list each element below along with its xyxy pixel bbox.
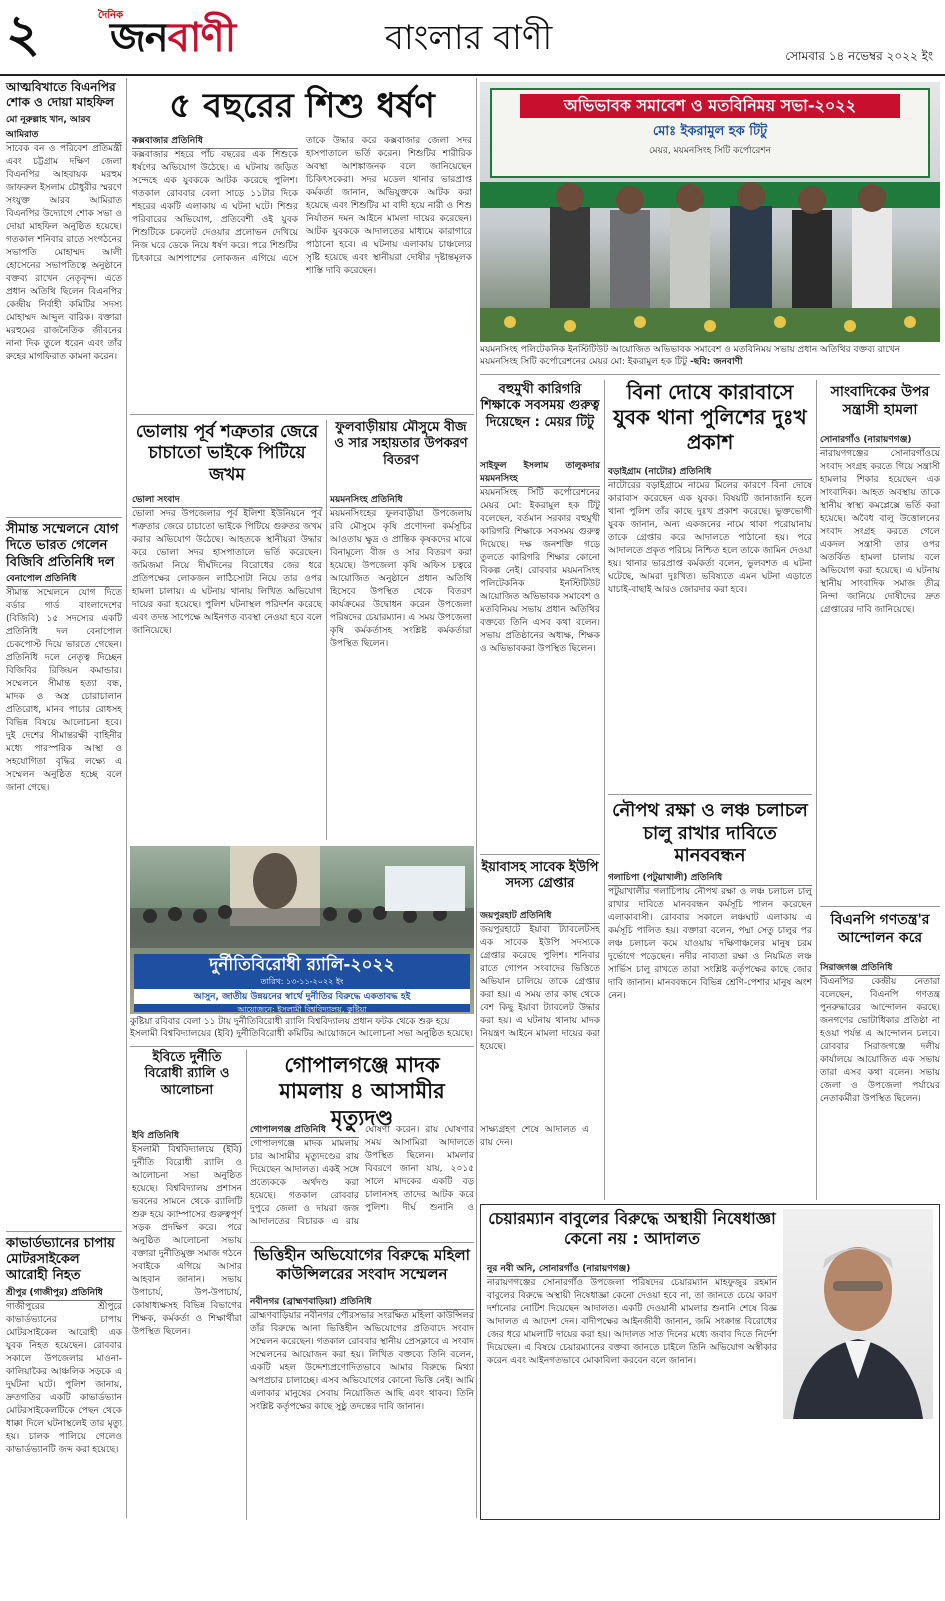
column-divider: [126, 78, 127, 1518]
article: [480, 460, 600, 850]
column-divider: [604, 380, 605, 1200]
separator: [130, 414, 474, 415]
headline: গোপালগঞ্জে মাদক মামলায় ৪ আসামীর মৃত্যুদণ্ড: [279, 1053, 445, 1130]
page-number: ২: [6, 4, 40, 64]
headline: বিনা দোষে কারাবাসে যুবক থানা পুলিশের দুঃখ প্রকাশ: [613, 380, 807, 454]
separator: [480, 854, 600, 855]
article-body: সীমান্ত সম্মেলনে যোগ দিতে বর্ডার গার্ড বাংলাদেশের (বিজিবি) ১৫ সদস্যের একটি প্রতিনিধি দল বেনাপোল চেকপোস্ট দিয়ে ভারতে গেছেন। প্রতিনিধি দলে নেতৃত্ব দিচ্ছেন বিজিবির রিজিয়ন কমান্ডার। সম্মেলনে সীমান্ত হত্যা বন্ধ, মাদক ও অস্ত্র চোরাচালান প্রতিরোধ, মানব পাচার রোধসহ বিভিন্ন বিষয়ে আলোচনা হবে। দুই দেশের সীমান্তরক্ষী বাহিনীর মধ্যে পারস্পরিক আস্থা ও সহযোগিতা বৃদ্ধির লক্ষ্যে এ সম্মেলন অনুষ্ঠিত হচ্ছে বলে জানা গেছে।: [6, 587, 122, 793]
photo-scene: [480, 82, 940, 342]
rally-photo: [130, 846, 474, 1014]
byline: সোনারগাঁও (নারায়ণগঞ্জ): [820, 434, 940, 448]
separator: [6, 1231, 122, 1232]
separator: [250, 1242, 474, 1243]
byline: কক্সবাজার প্রতিনিধি: [132, 135, 298, 149]
headline: নৌপথ রক্ষা ও লঞ্চ চলাচল চালু রাখার দাবিতে মানববন্ধন: [612, 800, 808, 866]
section-title: বাংলার বাণী: [385, 18, 553, 58]
byline: বেনাপোল প্রতিনিধি: [6, 571, 122, 587]
headline: আত্মবিখাতে বিএনপির শোক ও দোয়া মাহফিল: [6, 80, 116, 109]
banner-title: দুর্নীতিবিরোধী র‍্যালি-২০২২: [209, 955, 395, 975]
court-story-box: [480, 1204, 940, 1520]
separator: [480, 374, 940, 375]
headline: বহুমুখী কারিগরি শিক্ষাকে সবসময় গুরুত্ব দিয়েছেন : মেয়র টিটু: [480, 382, 600, 430]
article: [250, 1124, 589, 1238]
separator: [130, 1046, 474, 1047]
headline: ইয়াবাসহ সাবেক ইউপি সদস্য গ্রেপ্তার: [481, 860, 599, 892]
photo-caption: কুষ্টিয়া রবিবার বেলা ১১ টায় দুর্নীতিবিরোধী র‍্যালি বিশ্ববিদ্যালয় প্রধান ফটক থেকে শুরু হয়ে ইসলামী বিশ্ববিদ্যালয়ের (ইবি) দুর্নীতিবিরোধী কমিটির আয়োজনে আলোচনা সভা অনুষ্ঠিত হয়েছে।: [130, 1017, 473, 1039]
column-divider: [476, 78, 477, 1518]
article: [480, 910, 600, 1200]
column-divider: [246, 1050, 247, 1520]
headline: সাংবাদিকের উপর সন্ত্রাসী হামলা: [830, 384, 930, 418]
byline: বড়াইগ্রাম (নাটোর) প্রতিনিধি: [608, 466, 812, 480]
column-divider: [816, 380, 817, 1200]
headline: ভিত্তিহীন অভিযোগের বিরুদ্ধে মহিলা কাউন্সিলরের সংবাদ সম্মেলন: [253, 1246, 471, 1283]
byline: গলাচিপা (পটুয়াখালী) প্রতিনিধি: [608, 872, 812, 886]
headline: ইবিতে দুর্নীতি বিরোধী র‍্যালি ও আলোচনা: [144, 1050, 230, 1098]
headline: চেয়ারম্যান বাবুলের বিরুদ্ধে অস্থায়ী নিষেধাজ্ঞা কেনো নয় : আদালত: [488, 1209, 776, 1248]
banner-title: অভিভাবক সমাবেশ ও মতবিনিময় সভা-২০২২: [520, 94, 900, 118]
byline: শ্রীপুর (গাজীপুর) প্রতিনিধি: [6, 1285, 122, 1301]
article-body: জয়পুরহাটে ইয়াবা ট্যাবলেটসহ এক সাবেক ইউপি সদস্যকে গ্রেপ্তার করেছে পুলিশ। শনিবার রাতে গোপন সংবাদের ভিত্তিতে অভিযান চালিয়ে তাকে গ্রেপ্তার করা হয়। এ সময় তার কাছ থেকে বেশ কিছু ইয়াবা ট্যাবলেট উদ্ধার করা হয়। এ ঘটনায় থানায় মাদক নিয়ন্ত্রণ আইনে মামলা দায়ের করা হয়েছে।: [480, 925, 600, 1052]
rally-banner: [134, 954, 470, 1012]
headline: কাভার্ডভ্যানের চাপায় মোটরসাইকেল আরোহী নিহত: [6, 1235, 115, 1284]
headline: ভোলায় পূর্ব শত্রুতার জেরে চাচাতো ভাইকে পিটিয়ে জখম: [135, 422, 319, 485]
byline: নুর নবী অনি, সোনারগাঁও (নারায়ণগঞ্জ): [487, 1263, 777, 1277]
article: [820, 962, 940, 1200]
banner-date: তারিখ: ১৩-১১-২০২২ ইং: [260, 977, 344, 986]
portrait-figure: [783, 1209, 933, 1419]
article-body: নারায়ণগঞ্জের সোনারগাঁওয়ে সংবাদ সংগ্রহ করতে গিয়ে সন্ত্রাসী হামলার শিকার হয়েছেন এক সাংবাদিক। আহত অবস্থায় তাকে স্থানীয় স্বাস্থ্য কমপ্লেক্সে ভর্তি করা হয়েছে। অবৈধ বালু উত্তোলনের সংবাদ সংগ্রহ করতে গেলে একদল সন্ত্রাসী তার ওপর অতর্কিত হামলা চালায় বলে অভিযোগ করা হয়েছে। এ ঘটনায় স্থানীয় সাংবাদিক সমাজ তীব্র নিন্দা জানিয়ে দোষীদের দ্রুত গ্রেপ্তারের দাবি জানিয়েছে।: [820, 449, 940, 615]
article-body: ভোলা সদর উপজেলার পূর্ব ইলিশা ইউনিয়নে পূর্ব শত্রুতার জেরে চাচাতো ভাইকে পিটিয়ে গুরুতর জখম করার অভিযোগ উঠেছে। আহতকে স্থানীয়রা উদ্ধার করে ভোলা সদর হাসপাতালে ভর্তি করেছেন। জমিজমা নিয়ে দীর্ঘদিনের বিরোধের জের ধরে প্রতিপক্ষের লোকজন লাঠিসোটা নিয়ে তার ওপর হামলা চালায়। এ ঘটনায় থানায় লিখিত অভিযোগ দায়ের করা হয়েছে। পুলিশ ঘটনাস্থল পরিদর্শন করেছে এবং তদন্ত সাপেক্ষে আইনগত ব্যবস্থা নেওয়া হবে বলে জানিয়েছে।: [132, 509, 322, 636]
byline: ময়মনসিংহ প্রতিনিধি: [330, 494, 472, 508]
article-body: নাটোরের বড়াইগ্রামে নামের মিলের কারণে বিনা দোষে কারাবাস করেছেন এক যুবক। বিষয়টি জানাজানি হলে থানা পুলিশ তাঁর কাছে দুঃখ প্রকাশ করেছে। ভুক্তভোগী যুবক জানান, অন্য একজনের নামে থাকা পরোয়ানায় তাকে গ্রেপ্তার করে আদালতে পাঠানো হয়। পরে আদালতে প্রকৃত পরিচয় নিশ্চিত হলে তাকে জামিন দেওয়া হয়। থানার ভারপ্রাপ্ত কর্মকর্তা বলেন, ভুলবশত এ ঘটনা ঘটেছে, আমরা দুঃখিত। ভবিষ্যতে এমন ঘটনা এড়াতে যাচাই-বাছাই আরও জোরদার করা হবে।: [608, 481, 812, 595]
logo-text: জনবাণী: [110, 15, 236, 61]
article: [487, 1263, 777, 1515]
separator: [6, 517, 122, 518]
byline: সাইফুল ইসলাম তালুকদার ময়মনসিংহ: [480, 460, 600, 487]
article-body: ময়মনসিংহের ফুলবাড়ীয়া উপজেলায় রবি মৌসুমে কৃষি প্রণোদনা কর্মসূচির আওতায় ক্ষুদ্র ও প্রান্তিক কৃষকদের মাঝে বিনামূল্যে বীজ ও সার বিতরণ করা হয়েছে। উপজেলা কৃষি অফিস চত্বরে আয়োজিত অনুষ্ঠানে প্রধান অতিথি হিসেবে উপস্থিত থেকে বিতরণ কার্যক্রমের উদ্বোধন করেন উপজেলা পরিষদের চেয়ারম্যান। এ সময় উপজেলা কৃষি কর্মকর্তাসহ সংশ্লিষ্ট কর্মকর্তারা উপস্থিত ছিলেন।: [330, 509, 472, 649]
byline: ইবি প্রতিনিধি: [132, 1130, 242, 1144]
left-column: [6, 80, 122, 1520]
article-body: নারায়ণগঞ্জের সোনারগাঁও উপজেলা পরিষদের চেয়ারম্যান মাহফুজুর রহমান বাবুলের বিরুদ্ধে অস্থায়ী নিষেধাজ্ঞা কেনো দেওয়া হবে না, তা জানতে চেয়ে কারণ দর্শানোর নোটিশ দিয়েছেন আদালত। একটি দেওয়ানী মামলার শুনানি শেষে বিজ্ঞ আদালত এ আদেশ দেন। বাদীপক্ষের আইনজীবী জানান, জমি সংক্রান্ত বিরোধের জের ধরে মামলাটি দায়ের করা হয়। আদালত সাত দিনের মধ্যে জবাব দিতে নির্দেশ দিয়েছেন। এ বিষয়ে চেয়ারম্যানের বক্তব্য জানতে চাইলে তিনি অভিযোগ অস্বীকার করেন এবং আইনগতভাবে মোকাবিলা করবেন বলে জানান।: [487, 1278, 777, 1366]
banner-organizer: আয়োজনে: ইসলামী বিশ্ববিদ্যালয়, কুষ্টিয়া: [237, 1005, 367, 1014]
article-body: গোপালগঞ্জে মাদক মামলায় চার আসামীর মৃত্যুদণ্ডের রায় দিয়েছেন আদালত। একই সঙ্গে প্রত্যেককে অর্থদণ্ড করা হয়েছে। গতকাল রোববার দুপুরে জেলা ও দায়রা জজ আদালতের বিচারক এ রায় ঘোষণা করেন। রায় ঘোষণার সময় আসামিরা আদালতে উপস্থিত ছিলেন। মামলার বিবরণে জানা যায়, ২০১৫ সালে মাদকের একটি বড় চালানসহ তাদের আটক করে পুলিশ। দীর্ঘ শুনানি ও সাক্ষ্যগ্রহণ শেষে আদালত এ রায় দেন।: [250, 1125, 589, 1227]
column-divider: [326, 420, 327, 840]
article: [608, 466, 812, 791]
headline: সীমান্ত সম্মেলনে যোগ দিতে ভারত গেলেন বিজিবি প্রতিনিধি দল: [6, 522, 119, 570]
headline: ফুলবাড়ীয়ায় মৌসুমে বীজ ও সার সহায়তার উপকরণ বিতরণ: [334, 420, 468, 468]
article: [132, 494, 322, 842]
article-body: ব্রাহ্মণবাড়িয়ার নবীনগর পৌরসভার সংরক্ষিত মহিলা কাউন্সিলর তাঁর বিরুদ্ধে আনা ভিত্তিহীন অভিযোগের প্রতিবাদে সংবাদ সম্মেলন করেছেন। গতকাল রোববার স্থানীয় প্রেসক্লাবে এ সংবাদ সম্মেলনের আয়োজন করা হয়। লিখিত বক্তব্যে তিনি বলেন, একটি মহল উদ্দেশ্যপ্রণোদিতভাবে আমার বিরুদ্ধে মিথ্যা অপপ্রচার চালাচ্ছে। এসব অভিযোগের কোনো ভিত্তি নেই। আমি এলাকার মানুষের সেবায় নিয়োজিত আছি এবং থাকব। তিনি সংশ্লিষ্ট কর্তৃপক্ষের কাছে সুষ্ঠু তদন্তের দাবি জানান।: [250, 1311, 474, 1412]
article: [330, 494, 472, 842]
headline: বিএনপি গণতন্ত্র'র আন্দোলন করে: [830, 912, 930, 946]
byline: ভোলা সংবাদ: [132, 494, 322, 508]
article-body: পটুয়াখালীর গলাচিপায় নৌপথ রক্ষা ও লঞ্চ চলাচল চালু রাখার দাবিতে মানববন্ধন কর্মসূচি পালন করেছেন এলাকাবাসী। রোববার সকালে লঞ্চঘাট এলাকায় এ কর্মসূচি পালিত হয়। বক্তারা বলেন, পদ্মা সেতু চালুর পর লঞ্চ চলাচল কমে যাওয়ায় দক্ষিণাঞ্চলের মানুষ চরম দুর্ভোগে পড়েছেন। নদীর নাব্যতা রক্ষা ও নিয়মিত লঞ্চ সার্ভিস চালু রাখতে তারা সংশ্লিষ্ট কর্তৃপক্ষের কাছে জোর দাবি জানান। মানববন্ধনে বিভিন্ন শ্রেণি-পেশার মানুষ অংশ নেন।: [608, 887, 812, 1001]
byline: মো নূরুল্লাহ খান, আরব আমিরাত: [6, 112, 122, 143]
photo-credit: -ছবি: জনবাণী: [690, 357, 743, 367]
lead-headline: ৫ বছরের শিশু ধর্ষণ: [169, 86, 435, 126]
article-body: কক্সবাজার শহরে পাঁচ বছরের এক শিশুকে ধর্ষণের অভিযোগ উঠেছে। এ ঘটনায় জড়িত সন্দেহে এক যুবককে আটক করেছে পুলিশ। গতকাল রোববার বেলা সাড়ে ১১টার দিকে শহরের একটি এলাকায় এ ঘটনা ঘটে। শিশুর পরিবারের অভিযোগ, প্রতিবেশী ওই যুবক শিশুটিকে চকলেট দেওয়ার প্রলোভন দেখিয়ে নিজ ঘরে ডেকে নিয়ে ধর্ষণ করে। পরে শিশুটির চিৎকারে আশপাশের লোকজন এগিয়ে এসে তাকে উদ্ধার করে কক্সবাজার জেলা সদর হাসপাতালে ভর্তি করেন। শিশুটির শারীরিক অবস্থা আশঙ্কাজনক বলে জানিয়েছেন চিকিৎসকেরা। সদর মডেল থানার ভারপ্রাপ্ত কর্মকর্তা জানান, অভিযুক্তকে আটক করা হয়েছে এবং শিশুটির মা বাদী হয়ে নারী ও শিশু নির্যাতন দমন আইনে মামলা দায়ের করেছেন। আটক যুবককে আদালতের মাধ্যমে কারাগারে পাঠানো হবে। এ ঘটনায় এলাকায় চাঞ্চল্যের সৃষ্টি হয়েছে এবং স্থানীয়রা দোষীর দৃষ্টান্তমূলক শাস্তি দাবি করেছেন।: [132, 136, 472, 276]
separator: [820, 906, 940, 907]
banner-designation: মেয়র, ময়মনসিংহ সিটি কর্পোরেশন: [648, 146, 772, 156]
newspaper-logo: [48, 6, 238, 64]
lead-article: [132, 135, 472, 410]
article: [250, 1296, 474, 1520]
logo-prefix: দৈনিক: [98, 10, 124, 21]
photo-caption: ময়মনসিংহ পলিটেকনিক ইনস্টিটিউট আয়োজিত অভিভাবক সমাবেশ ও মতবিনিময় সভায় প্রধান অতিথির বক্তব্য রাখেন ময়মনসিংহ সিটি কর্পোরেশনের মেয়র মো: ইকরামুল হক টিটু -ছবি: জনবাণী: [480, 345, 901, 367]
article-body: ময়মনসিংহ সিটি কর্পোরেশনের মেয়র মো: ইকরামুল হক টিটু বলেছেন, বর্তমান সরকার বহুমুখী কারিগরি শিক্ষাকে সবসময় গুরুত্ব দিয়েছে। দক্ষ জনশক্তি গড়ে তুলতে কারিগরি শিক্ষার কোনো বিকল্প নেই। রোববার ময়মনসিংহ পলিটেকনিক ইনস্টিটিউট আয়োজিত অভিভাবক সমাবেশ ও মতবিনিময় সভায় প্রধান অতিথির বক্তব্যে তিনি এসব কথা বলেন। সভায় প্রতিষ্ঠানের অধ্যক্ষ, শিক্ষক ও অভিভাবকরা উপস্থিত ছিলেন।: [480, 488, 600, 654]
article: [132, 1130, 242, 1520]
byline: গোপালগঞ্জ প্রতিনিধি: [250, 1124, 359, 1138]
article-body: সাবেক বন ও পরিবেশ প্রতিমন্ত্রী এবং চট্টগ্রাম দক্ষিণ জেলা বিএনপির আহবায়ক মরহুম জাফরুল ইসলাম চৌধুরীর স্মরণে সংযুক্ত আরব আমিরাত বিএনপির উদ্যোগে শোক সভা ও দোয়া মাহফিল অনুষ্ঠিত হয়েছে। গতকাল শনিবার রাতে সংগঠনের সভাপতি মোহাম্মদ আলী হোসেনের সভাপতিত্বে অনুষ্ঠানে বক্তব্য রাখেন নেতৃবৃন্দ। এতে প্রধান অতিথি ছিলেন বিএনপির কেন্দ্রীয় নির্বাহী কমিটির সদস্য মোহাম্মদ আব্দুল বারিক। বক্তারা মরহুমের রাজনৈতিক জীবনের নানা দিক তুলে ধরেন এবং তাঁর রুহের মাগফিরাত কামনা করেন।: [6, 144, 122, 362]
event-photo: [480, 82, 940, 342]
byline: জয়পুরহাট প্রতিনিধি: [480, 910, 600, 924]
article: [820, 434, 940, 904]
article-body: গাজীপুরের শ্রীপুরে কাভার্ডভ্যানের চাপায় মোটরসাইকেল আরোহী এক যুবক নিহত হয়েছেন। রোববার সকালে উপজেলার মাওনা-কালিয়াকৈর আঞ্চলিক সড়কে এ দুর্ঘটনা ঘটে। পুলিশ জানায়, দ্রুতগতির একটি কাভার্ডভ্যান মোটরসাইকেলটিকে পেছন থেকে ধাক্কা দিলে ঘটনাস্থলেই তার মৃত্যু হয়। চালক পালিয়ে গেলেও কাভার্ডভ্যানটি জব্দ করা হয়েছে।: [6, 1301, 122, 1455]
byline: নবীনগর (ব্রাহ্মণবাড়িয়া) প্রতিনিধি: [250, 1296, 474, 1310]
issue-date: সোমবার ১৪ নভেম্বর ২০২২ ইং: [785, 49, 933, 63]
article: [608, 872, 812, 1200]
masthead: [0, 0, 945, 76]
separator: [608, 794, 812, 795]
banner-guest: মোঃ ইকরামুল হক টিটু: [652, 124, 768, 139]
banner-slogan: আসুন, জাতীয় উন্নয়নের স্বার্থে দুর্নীতির বিরুদ্ধে একতাবদ্ধ হই: [134, 989, 470, 1004]
byline: সিরাজগঞ্জ প্রতিনিধি: [820, 962, 940, 976]
article-body: বিএনপির কেন্দ্রীয় নেতারা বলেছেন, বিএনপি গণতন্ত্র পুনরুদ্ধারের আন্দোলন করছে। জনগণের ভোটাধিকার প্রতিষ্ঠা না হওয়া পর্যন্ত এ আন্দোলন চলবে। রোববার সিরাজগঞ্জে দলীয় কার্যালয়ে আয়োজিত এক সভায় তারা এসব কথা বলেন। সভায় জেলা ও উপজেলা পর্যায়ের নেতাকর্মীরা উপস্থিত ছিলেন।: [820, 977, 940, 1104]
portrait-photo: [783, 1209, 933, 1419]
article-body: ইসলামী বিশ্ববিদ্যালয়ে (ইবি) দুর্নীতি বিরোধী র‍্যালি ও আলোচনা সভা অনুষ্ঠিত হয়েছে। বিশ্ববিদ্যালয় প্রশাসন ভবনের সামনে থেকে র‍্যালিটি শুরু হয়ে ক্যাম্পাসের গুরুত্বপূর্ণ সড়ক প্রদক্ষিণ করে। পরে অনুষ্ঠিত আলোচনা সভায় বক্তারা দুর্নীতিমুক্ত সমাজ গঠনে সবাইকে এগিয়ে আসার আহবান জানান। সভায় উপাচার্য, উপ-উপাচার্য, কোষাধ্যক্ষসহ বিভিন্ন বিভাগের শিক্ষক, কর্মকর্তা ও শিক্ষার্থীরা উপস্থিত ছিলেন।: [132, 1145, 242, 1337]
